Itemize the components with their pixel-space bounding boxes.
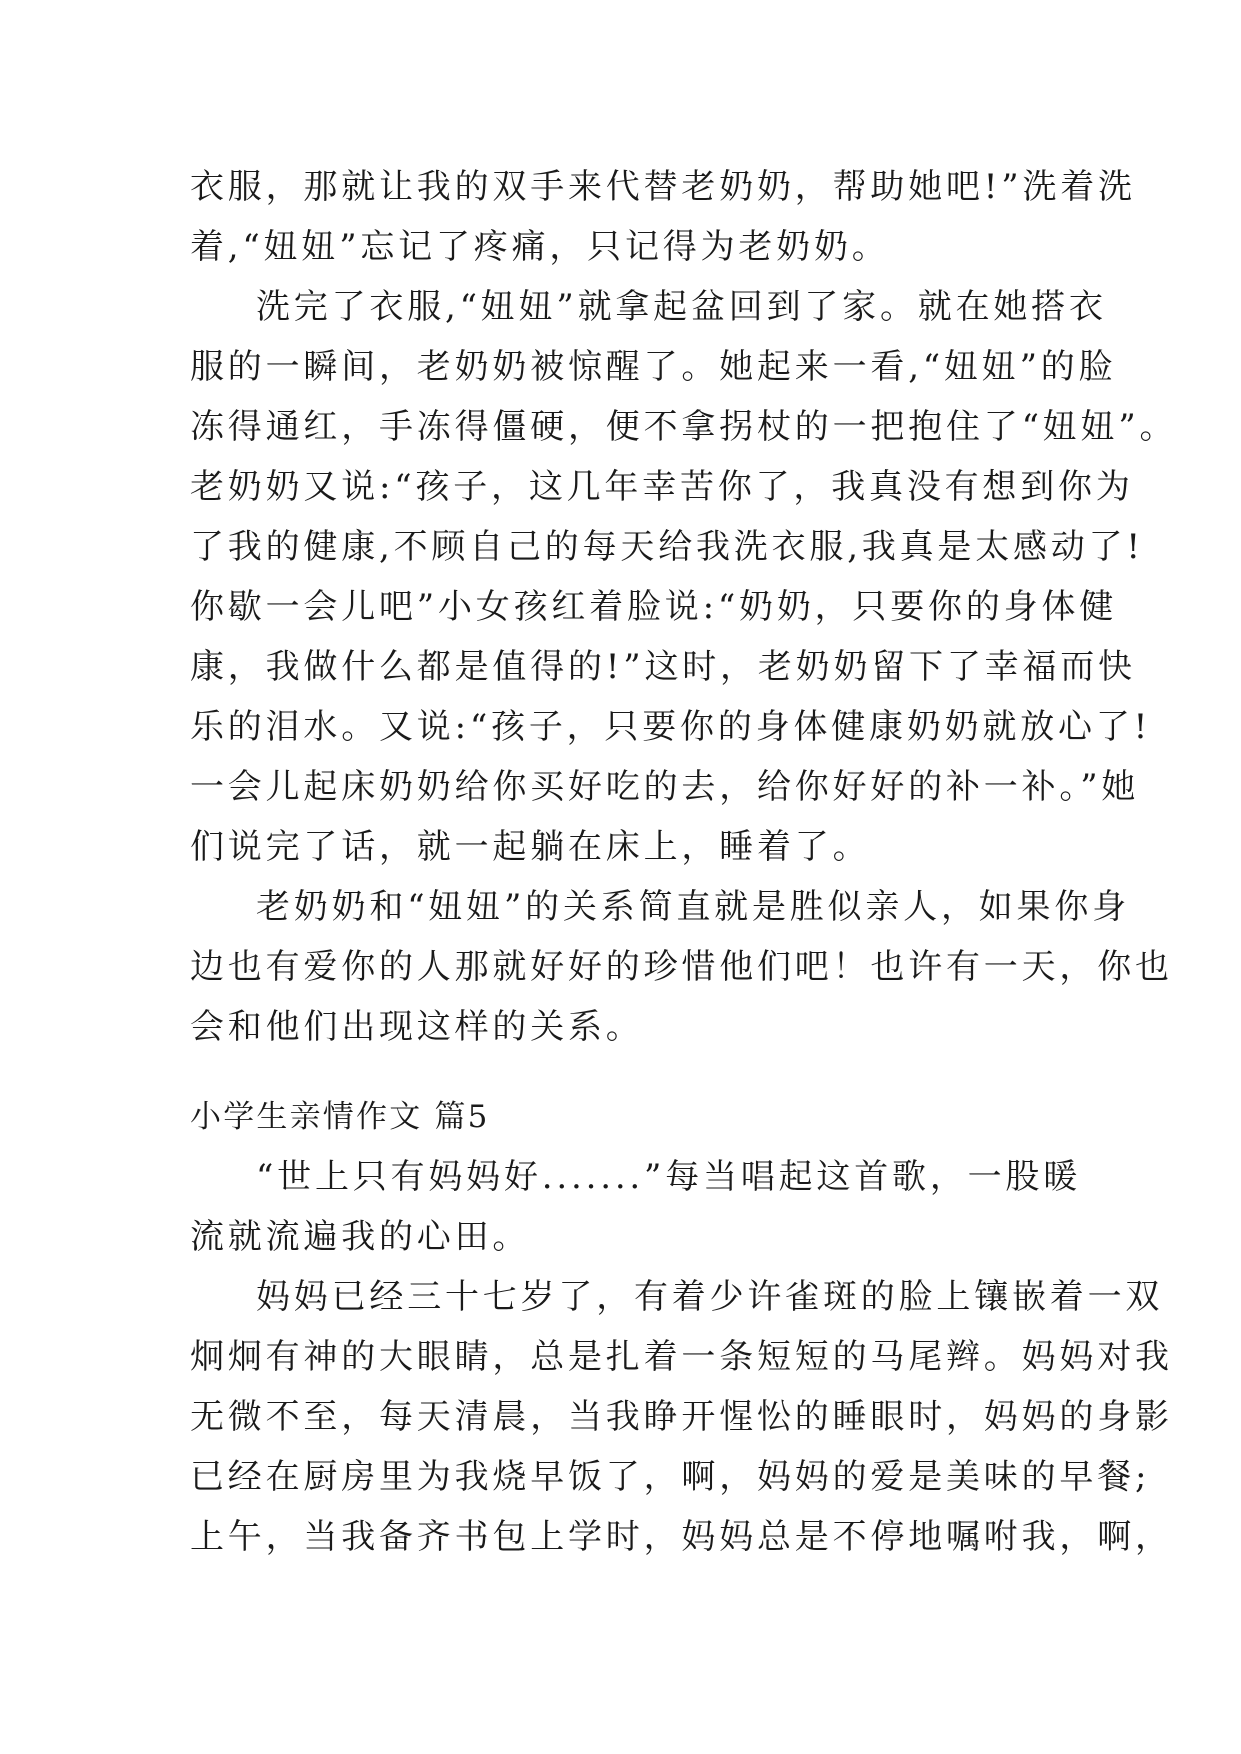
text-line: 炯炯有神的大眼睛，总是扎着一条短短的马尾辫。妈妈对我 xyxy=(190,1337,1173,1377)
paragraph-first-line: “世上只有妈妈好.......”每当唱起这首歌，一股暖 xyxy=(256,1157,1082,1197)
text-line: 老奶奶又说:“孩子，这几年幸苦你了，我真没有想到你为 xyxy=(190,467,1134,507)
text-line: 你歇一会儿吧”小女孩红着脸说:“奶奶，只要你的身体健 xyxy=(190,587,1118,627)
text-line: 流就流遍我的心田。 xyxy=(190,1217,531,1257)
text-line: 服的一瞬间，老奶奶被惊醒了。她起来一看,“妞妞”的脸 xyxy=(190,347,1117,387)
text-line: 会和他们出现这样的关系。 xyxy=(190,1007,644,1047)
text-line: 们说完了话，就一起躺在床上，睡着了。 xyxy=(190,827,871,867)
text-line: 康，我做什么都是值得的!”这时，老奶奶留下了幸福而快 xyxy=(190,647,1136,687)
text-line: 着,“妞妞”忘记了疼痛，只记得为老奶奶。 xyxy=(190,227,890,267)
paragraph-first-line: 洗完了衣服,“妞妞”就拿起盆回到了家。就在她搭衣 xyxy=(256,287,1107,327)
section-heading: 小学生亲情作文 篇5 xyxy=(190,1099,490,1135)
text-line: 无微不至，每天清晨，当我睁开惺忪的睡眼时，妈妈的身影 xyxy=(190,1397,1173,1437)
paragraph-first-line: 妈妈已经三十七岁了，有着少许雀斑的脸上镶嵌着一双 xyxy=(256,1277,1164,1317)
text-line: 冻得通红，手冻得僵硬，便不拿拐杖的一把抱住了“妞妞”。 xyxy=(190,407,1178,447)
text-line: 边也有爱你的人那就好好的珍惜他们吧！也许有一天，你也 xyxy=(190,947,1173,987)
text-line: 乐的泪水。又说:“孩子，只要你的身体健康奶奶就放心了! xyxy=(190,707,1152,747)
text-line: 已经在厨房里为我烧早饭了，啊，妈妈的爱是美味的早餐; xyxy=(190,1457,1151,1497)
paragraph-first-line: 老奶奶和“妞妞”的关系简直就是胜似亲人，如果你身 xyxy=(256,887,1130,927)
text-line: 衣服，那就让我的双手来代替老奶奶，帮助她吧!”洗着洗 xyxy=(190,167,1136,207)
text-line: 了我的健康,不顾自己的每天给我洗衣服,我真是太感动了! xyxy=(190,527,1144,567)
text-line: 上午，当我备齐书包上学时，妈妈总是不停地嘱咐我，啊， xyxy=(190,1517,1173,1557)
text-line: 一会儿起床奶奶给你买好吃的去，给你好好的补一补。”她 xyxy=(190,767,1140,807)
